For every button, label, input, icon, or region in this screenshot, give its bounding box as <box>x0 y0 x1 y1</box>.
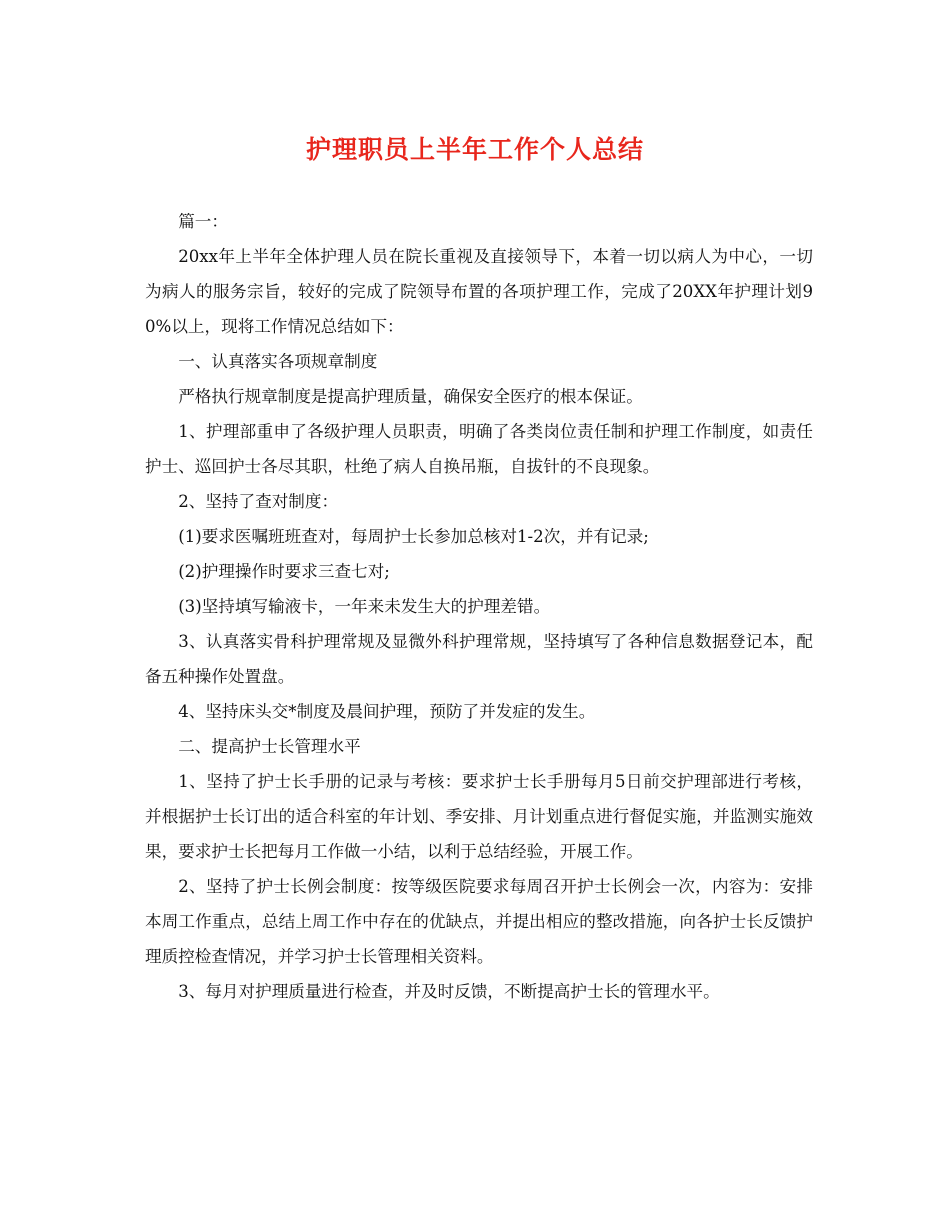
paragraph: 20xx年上半年全体护理人员在院长重视及直接领导下，本着一切以病人为中心，一切为病人的服务宗旨，较好的完成了院领导布置的各项护理工作，完成了20XX年护理计划90%以上，现将工作情况总结如下： <box>145 247 813 336</box>
paragraph: 二、提高护士长管理水平 <box>178 737 361 756</box>
paragraph: 1、坚持了护士长手册的记录与考核：要求护士长手册每月5日前交护理部进行考核，并根据护士长订出的适合科室的年计划、季安排、月计划重点进行督促实施，并监测实施效果，要求护士长把每月工作做一小结，以利于总结经验，开展工作。 <box>145 772 813 861</box>
document-body <box>145 204 813 1009</box>
paragraph: 一、认真落实各项规章制度 <box>178 352 378 371</box>
paragraph: 3、认真落实骨科护理常规及显微外科护理常规，坚持填写了各种信息数据登记本，配备五种操作处置盘。 <box>145 632 813 686</box>
paragraph: 严格执行规章制度是提高护理质量，确保安全医疗的根本保证。 <box>178 387 643 406</box>
paragraph: (2)护理操作时要求三查七对; <box>178 562 390 581</box>
paragraph: 3、每月对护理质量进行检查，并及时反馈，不断提高护士长的管理水平。 <box>178 982 720 1001</box>
document-title: 护理职员上半年工作个人总结 <box>305 135 644 164</box>
paragraph: 2、坚持了护士长例会制度：按等级医院要求每周召开护士长例会一次，内容为：安排本周工作重点，总结上周工作中存在的优缺点，并提出相应的整改措施，向各护士长反馈护理质控检查情况，并学习护士长管理相关资料。 <box>145 877 813 966</box>
paragraph: 4、坚持床头交*制度及晨间护理，预防了并发症的发生。 <box>178 702 596 721</box>
paragraph: 1、护理部重申了各级护理人员职责，明确了各类岗位责任制和护理工作制度，如责任护士、巡回护士各尽其职，杜绝了病人自换吊瓶，自拔针的不良现象。 <box>145 422 813 476</box>
paragraph: 篇一： <box>178 212 228 231</box>
paragraph: (1)要求医嘱班班查对，每周护士长参加总核对1-2次，并有记录; <box>178 527 649 546</box>
paragraph: 2、坚持了查对制度： <box>178 492 339 511</box>
paragraph: (3)坚持填写输液卡，一年来未发生大的护理差错。 <box>178 597 551 616</box>
